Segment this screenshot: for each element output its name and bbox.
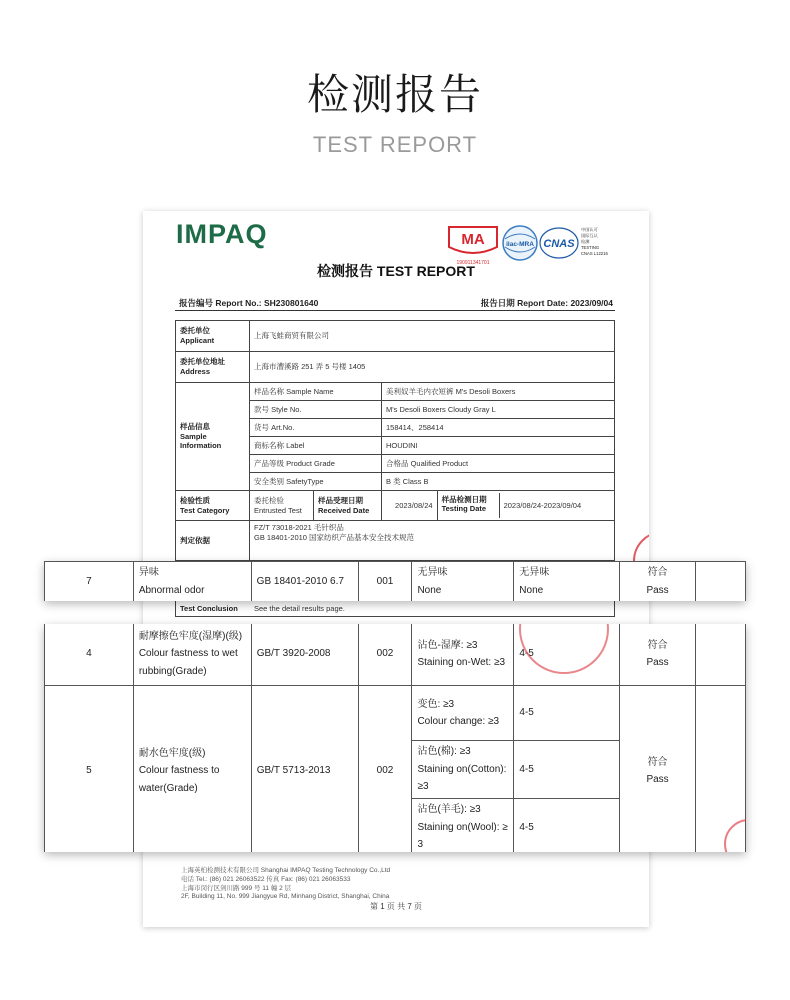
address-value: 上海市漕溪路 251 弄 5 号楼 1405 [250,352,615,383]
judgement-cn: 符合 [647,639,668,651]
document-title: 检测报告 TEST REPORT [317,263,475,279]
row-number: 7 [45,562,134,602]
sample-no: 002 [358,624,412,686]
received-date: 2023/08/24 [395,500,433,510]
item-en: Abnormal odor [138,584,205,596]
cnas-side-text-1: 国际互认 [581,233,598,238]
report-number: 报告编号 Report No.: SH230801640 [179,298,319,308]
cnas-side-text-0: 中国认可 [581,227,598,232]
zoomed-result-strip-odor [44,561,746,601]
judgement-cn: 符合 [647,567,668,578]
sample-row-key: 商标名称 Label [250,437,382,455]
sample-row-value: 158414、258414 [382,419,615,437]
item-cn: 异味 [138,567,159,578]
requirement-cn: 无异味 [417,567,448,578]
basis-line: GB 18401-2010 国家纺织产品基本安全技术规范 [254,532,415,542]
result-table-rows-4-5 [44,624,746,852]
item-en-2: water(Grade) [138,782,198,794]
sample-label-en-2: Information [180,441,222,451]
judgement-cn: 符合 [647,756,668,768]
sample-row-key: 货号 Art.No. [250,419,382,437]
sample-row-value: HOUDINI [382,437,615,455]
result-en: None [519,584,544,596]
requirement-line: 沾色(羊毛): ≥3 [417,804,481,816]
footer-line: 电话 Tel.: (86) 021 26063522 传真 Fax: (86) 021 26063533 [181,875,351,883]
sample-row-key: 样品名称 Sample Name [250,383,382,401]
testing-label-cn: 样品检测日期 [441,494,487,504]
address-label-en: Address [180,367,211,376]
item-en-2: rubbing(Grade) [138,665,207,677]
conclusion-value: See the detail results page. [254,604,345,613]
impaq-logo: IMPAQ [176,219,268,249]
ilac-mra-logo [503,226,537,260]
report-info-table [175,320,615,561]
basis-label: 判定依据 [176,521,250,561]
result-value: 4-5 [514,741,620,799]
item-cn: 耐水色牢度(级) [138,747,206,759]
judgement-en: Pass [646,584,669,596]
result-value: 4-5 [514,799,620,853]
applicant-label-cn: 委托单位 [180,326,210,336]
sample-row-value: B 类 Class B [382,473,615,491]
sample-label-en-1: Sample [180,431,207,441]
report-date: 报告日期 Report Date: 2023/09/04 [480,298,613,308]
cma-number: 190911341701 [456,260,490,266]
cma-logo-text: MA [461,231,485,248]
sample-row-value: 合格品 Qualified Product [382,455,615,473]
sample-no: 002 [358,686,412,853]
footer-line: 2F, Building 11, No. 999 Jiangyue Rd, Minhang District, Shanghai, China [181,893,390,901]
header-divider [175,310,615,311]
standard: GB 18401-2010 6.7 [251,562,358,602]
category-value-en: Entrusted Test [254,505,302,515]
category-value-cn: 委托检验 [254,495,284,505]
hero-title: 检测报告 [306,70,483,119]
page-number: 第 1 页 共 7 页 [369,902,422,911]
result-table-row7 [44,561,746,601]
requirement-line: ≥3 [417,781,429,793]
standard: GB/T 3920-2008 [251,624,358,686]
cnas-logo [540,226,608,258]
item-en-1: Colour fastness to [138,765,220,777]
testing-date: 2023/08/24-2023/09/04 [503,500,582,510]
requirement-line: Staining on(Cotton): [417,763,507,775]
cnas-logo-text: CNAS [543,238,575,250]
judgement-en: Pass [646,774,669,785]
address-label-cn: 委托单位地址 [180,357,225,367]
standard: GB/T 5713-2013 [251,686,358,853]
result-value: 4-5 [514,624,620,686]
requirement-line: 变色: ≥3 [417,698,455,710]
row-number: 4 [45,624,134,686]
conclusion-label: Test Conclusion [180,604,238,613]
footer-line: 上海英柏检测技术有限公司 Shanghai IMPAQ Testing Technology Co.,Ltd [181,867,391,874]
ilac-mra-logo-text: ilac-MRA [506,241,534,248]
received-label-cn: 样品受理日期 [318,495,363,505]
zoomed-result-strip-fastness [44,624,746,852]
sample-row-key: 款号 Style No. [250,401,382,419]
row-number: 5 [45,686,134,853]
sample-label-cn: 样品信息 [180,421,210,431]
cnas-side-text-4: CNAS L12216 [581,251,608,256]
requirement-line: Colour change: ≥3 [417,716,500,727]
document-footer [181,867,390,902]
result-cn: 无异味 [519,567,550,578]
hero-subtitle: TEST REPORT [312,132,478,157]
requirement-line: Staining on(Wool): ≥ [417,821,508,833]
footer-line: 上海市闵行区剑川路 999 号 11 幢 2 层 [181,884,292,892]
sample-no: 001 [358,562,412,602]
requirement-line: 沾色(棉): ≥3 [417,746,471,758]
item-cn: 耐摩擦色牢度(湿摩)(级) [138,630,243,642]
received-label-en: Received Date [318,505,370,515]
sample-row-key: 安全类别 SafetyType [250,473,382,491]
category-label-en: Test Category [180,505,230,515]
item-en-1: Colour fastness to wet [138,648,238,660]
applicant-label-en: Applicant [180,336,215,345]
requirement-en: None [417,584,442,596]
judgement-en: Pass [646,657,669,668]
applicant-value: 上海飞蛙商贸有限公司 [250,321,615,352]
requirement-cn: 沾色-湿摩: ≥3 [417,639,478,651]
testing-label-en: Testing Date [441,504,487,514]
cnas-side-text-3: TESTING [581,245,600,250]
test-conclusion-row [175,599,615,617]
basis-line: FZ/T 73018-2021 毛针织品 [254,523,344,532]
sample-row-value: 美利奴羊毛内衣短裤 M's Desoli Boxers [382,383,615,401]
sample-row-key: 产品等级 Product Grade [250,455,382,473]
requirement-line: 3 [417,839,424,851]
result-value: 4-5 [514,686,620,741]
cnas-side-text-2: 检测 [581,239,590,244]
sample-row-value: M's Desoli Boxers Cloudy Gray L [382,401,615,419]
requirement-en: Staining on-Wet: ≥3 [417,657,506,668]
category-label-cn: 检验性质 [180,495,210,505]
